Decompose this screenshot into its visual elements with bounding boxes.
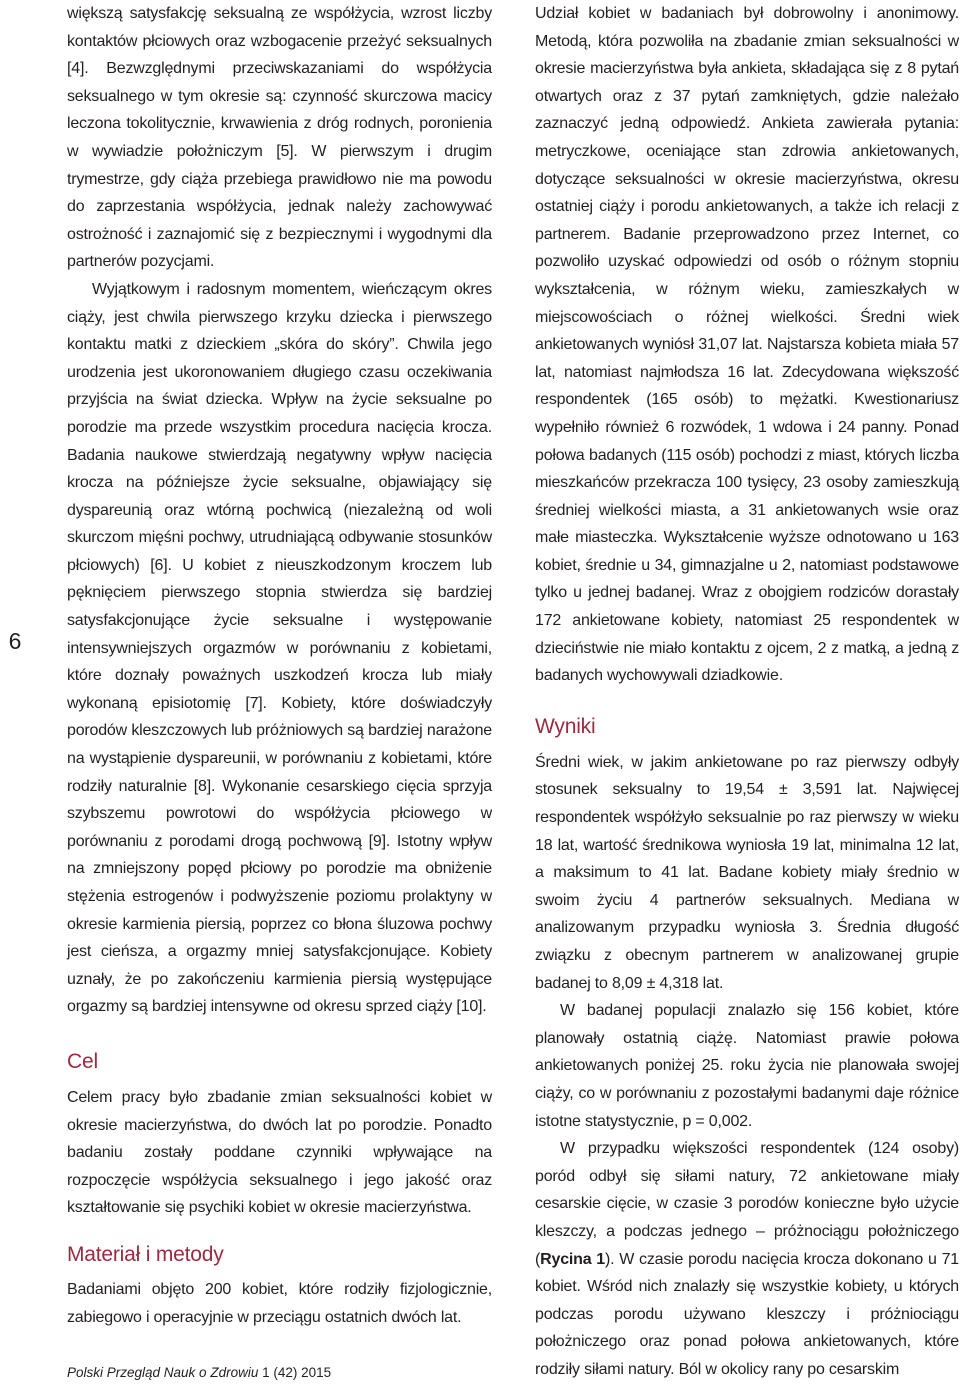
paragraph-birth-impact: Wyjątkowym i radosnym momentem, wieńczącym okres ciąży, jest chwila pierwszego krzyku dziecka i pierwszego kontaktu matki z dzieckiem „skóra do skóry”. Chwila jego urodzenia jest ukoronowaniem długiego czasu oczekiwania przyjścia na świat dziecka. Wpływ na życie seksualne po porodzie ma przede wszystkim procedura nacięcia krocza. Badania naukowe stwierdzają negatywny wpływ nacięcia krocza na późniejsze życie seksualne, objawiający się dyspareunią oraz wtórną pochwicą (niezależną od woli skurczom mięśni pochwy, utrudniającą odbywanie stosunków płciowych) [6]. U kobiet z nieuszkodzonym kroczem lub pęknięciem pierwszego stopnia stwierdza się bardziej satysfakcjonujące życie seksualne i występowanie intensywniejszych orgazmów w porównaniu z kobietami, które doznały poważnych uszkodzeń krocza lub miały wykonaną episiotomię [7]. Kobiety, które doświadczyły porodów kleszczowych lub próżniowych są bardziej narażone na wystąpienie dyspareunii, w porównaniu z kobietami, które rodziły naturalnie [8]. Wykonanie cesarskiego cięcia sprzyja szybszemu powrotowi do współżycia płciowego w porównaniu z porodami drogą pochwową [9]. Istotny wpływ na zmniejszony popęd płciowy po porodzie ma obniżenie stężenia estrogenów i podwyższenie poziomu prolaktyny w okresie karmienia piersią, poprzez co błona śluzowa pochwy jest cieńsza, a orgazmy mniej satysfakcjonujące. Kobiety uznały, że po zakończeniu karmienia piersią występujące orgazmy są bardziej intensywne od okresu sprzed ciąży [10]. bbox=[67, 280, 492, 1016]
right-column bbox=[535, 0, 959, 1384]
paragraph-intro: większą satysfakcję seksualną ze współżycia, wzrost liczby kontaktów płciowych oraz wzbogacenie przeżyć seksualnych [4]. Bezwzględnymi przeciwskazaniami do współżycia seksualnego w tym okresie są: czynność skurczowa macicy leczona tokolitycznie, krwawienia z dróg rodnych, poronienia w wywiadzie położniczym [5]. W pierwszym i drugim trymestrze, gdy ciąża przebiega prawidłowo nie ma powodu do zaprzestania współżycia, jednak należy zachowywać ostrożność i zaznajomić się z bezpiecznymi i wygodnymi dla partnerów pozycjami. bbox=[67, 5, 492, 271]
page-number: 6 bbox=[8, 628, 22, 654]
footer bbox=[67, 1365, 331, 1380]
paragraph-results-delivery bbox=[535, 1135, 959, 1383]
paragraph-results-age: Średni wiek, w jakim ankietowane po raz pierwszy odbyły stosunek seksualny to 19,54 ± 3,591 lat. Najwięcej respondentek współżyło seksualnie po raz pierwszy w wieku 18 lat, wartość średnikowa wyniosła 19 lat, minimalna 12 lat, a maksimum to 41 lat. Badane kobiety miały średnio w swoim życiu 4 partnerów seksualnych. Mediana w analizowanym przypadku wyniosła 3. Średnia długość związku z obecnym partnerem w analizowanej grupie badanej to 8,09 ± 4,318 lat. bbox=[535, 753, 959, 992]
paragraph-material: Badaniami objęto 200 kobiet, które rodziły fizjologicznie, zabiegowo i operacyjnie w przeciągu ostatnich dwóch lat. bbox=[67, 1280, 492, 1326]
heading-material-metody: Materiał i metody bbox=[67, 1242, 224, 1266]
figure-reference[interactable]: Rycina 1 bbox=[540, 1250, 605, 1268]
delivery-text-start: W przypadku większości respondentek (124 osoby) poród odbył się siłami natury, 72 ankietowane miały cesarskie cięcie, w czasie 3 porodów konieczne było użycie kleszczy, a podczas jednego – próżnociągu położniczego ( bbox=[535, 1140, 959, 1268]
left-column bbox=[67, 0, 492, 1331]
heading-wyniki: Wyniki bbox=[535, 714, 596, 738]
delivery-text-end: ). W czasie porodu nacięcia krocza dokonano u 71 kobiet. Wśród nich znalazły się wszystkie kobiety, u których podczas porodu używano kleszczy i próżniociągu położniczego oraz ponad połowa ankietowanych, które rodziły siłami natury. Ból w okolicy rany po cesarskim bbox=[535, 1250, 959, 1378]
journal-name: Polski Przegląd Nauk o Zdrowiu bbox=[67, 1365, 259, 1380]
journal-issue: 1 (42) 2015 bbox=[262, 1365, 332, 1380]
paragraph-results-planning: W badanej populacji znalazło się 156 kobiet, które planowały ostatnią ciążę. Natomiast prawie połowa ankietowanych poniżej 25. roku życia nie planowała swojej ciąży, co w porównaniu z pozostałymi badanymi daje różnice istotne statystycznie, p = 0,002. bbox=[535, 1002, 959, 1130]
heading-cel: Cel bbox=[67, 1049, 98, 1073]
paragraph-methods: Udział kobiet w badaniach był dobrowolny i anonimowy. Metodą, która pozwoliła na zbadanie zmian seksualności w okresie macierzyństwa była ankieta, składająca się z 8 pytań otwartych oraz z 37 pytań zamkniętych, gdzie należało zaznaczyć jedną odpowiedź. Ankieta zawierała pytania: metryczkowe, oceniające stan zdrowia ankietowanych, dotyczące seksualności w okresie macierzyństwa, okresu ostatniej ciąży i porodu ankietowanych, a także ich relacji z partnerem. Badanie przeprowadzono przez Internet, co pozwoliło uzyskać odpowiedzi od osób o różnym stopniu wykształcenia, w różnym wieku, zamieszkałych w miejscowościach o różnej wielkości. Średni wiek ankietowanych wyniósł 31,07 lat. Najstarsza kobieta miała 57 lat, natomiast najmłodsza 16 lat. Zdecydowana większość respondentek (165 osób) to mężatki. Kwestionariusz wypełniło również 6 rozwódek, 1 wdowa i 24 panny. Ponad połowa badanych (115 osób) pochodzi z miast, których liczba mieszkańców przekracza 100 tysięcy, 23 osoby zamieszkują średniej wielkości miasta, a 31 ankietowanych wsie oraz małe miasteczka. Wykształcenie wyższe odnotowano u 163 kobiet, średnie u 34, gimnazjalne u 2, natomiast podstawowe tylko u jednej badanej. Wraz z obojgiem rodziców dorastały 172 ankietowane kobiety, natomiast 25 respondentek w dzieciństwie nie miało kontaktu z ojcem, 2 z matką, a jedną z badanych wychowywali dziadkowie. bbox=[535, 5, 959, 685]
paragraph-cel: Celem pracy było zbadanie zmian seksualności kobiet w okresie macierzyństwa, do dwóch lat po porodzie. Ponadto badaniu zostały poddane czynniki wpływające na rozpoczęcie współżycia seksualnego i jego jakość oraz kształtowanie się psychiki kobiet w okresie macierzyństwa. bbox=[67, 1088, 492, 1217]
